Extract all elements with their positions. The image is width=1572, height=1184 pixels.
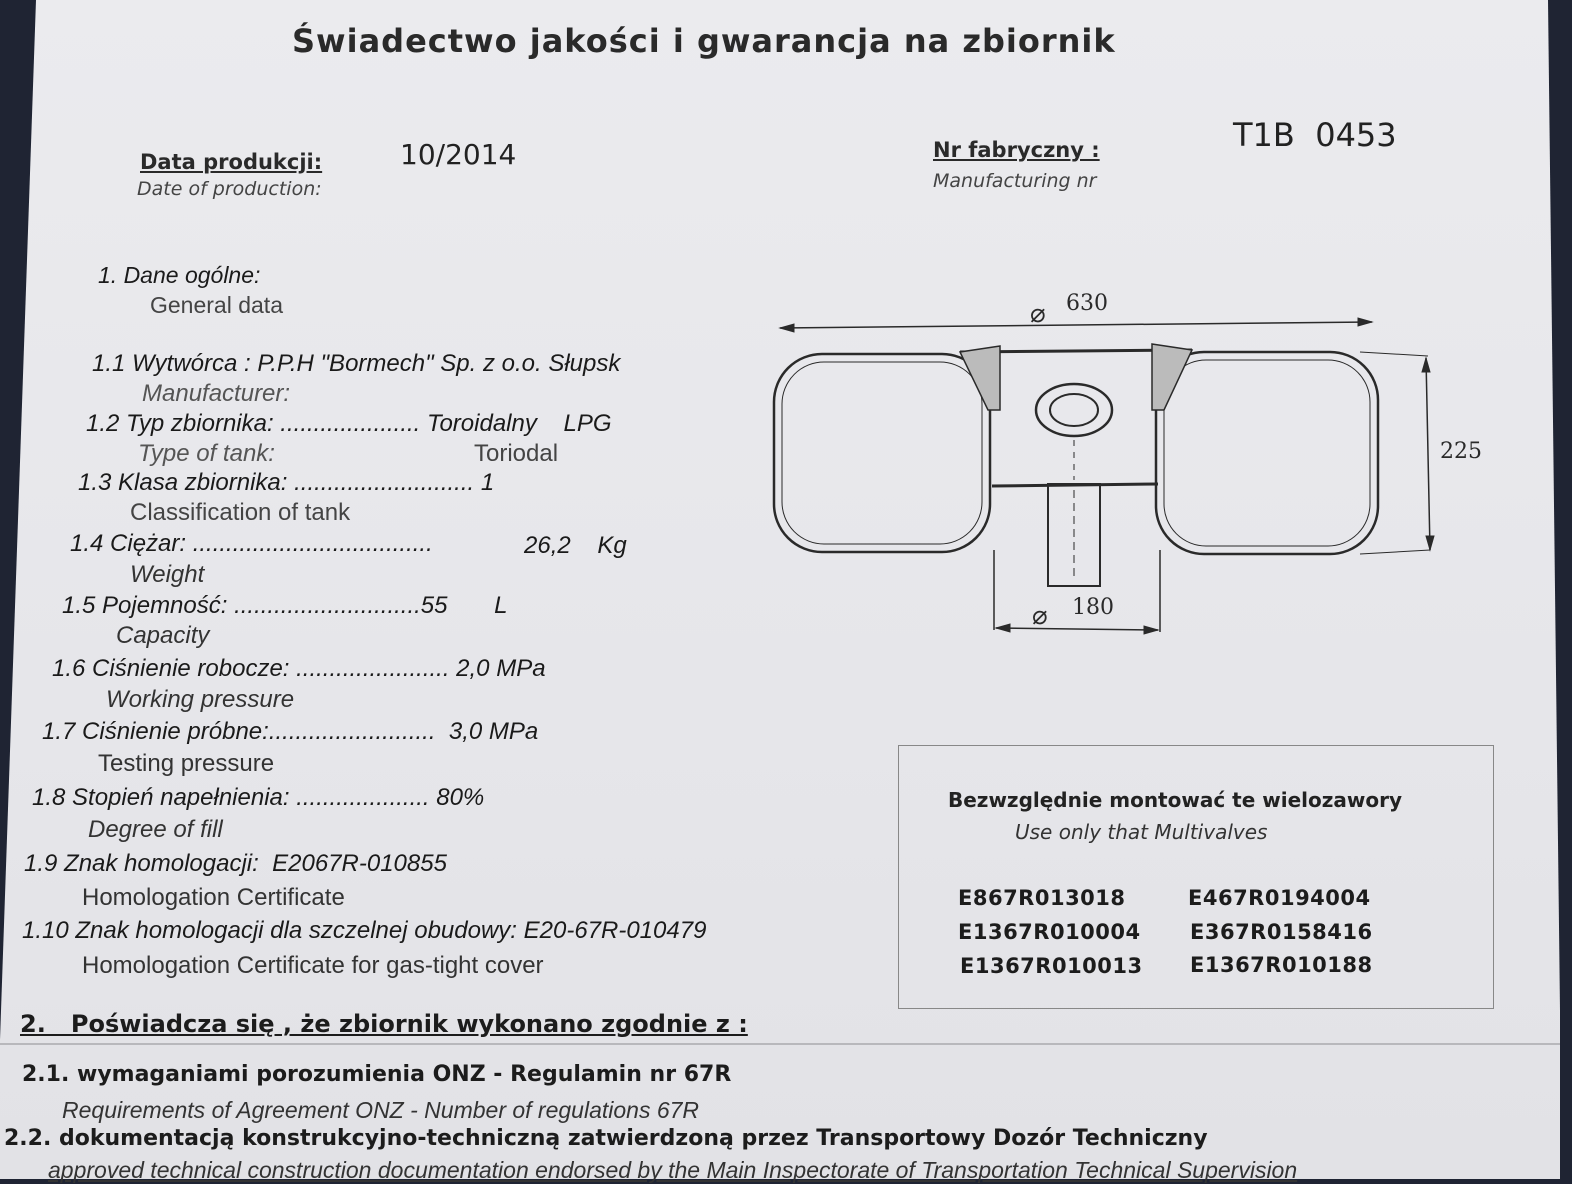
capacity-line: 1.5 Pojemność: ............................55 L [62, 592, 508, 619]
factory-number-label-en: Manufacturing nr [933, 170, 1097, 192]
document-title: Świadectwo jakości i gwarancja na zbiornik [292, 22, 1116, 60]
section-2-2-line: 2.2. dokumentacją konstrukcyjno-techniczną zatwierdzoną przez Transportowy Dozór Techniczny [4, 1126, 1208, 1151]
diameter-symbol-top: ⌀ [1030, 299, 1046, 329]
weight-line: 1.4 Ciężar: .................................... [70, 530, 433, 557]
multivalve-code: E467R0194004 [1188, 886, 1371, 910]
manufacturer-line: 1.1 Wytwórca : P.P.H "Bormech" Sp. z o.o. Słupsk [92, 350, 621, 377]
valve-inner [1050, 394, 1098, 426]
factory-number-value: T1B 0453 [1233, 116, 1397, 154]
factory-number-label: Nr fabryczny : [933, 138, 1100, 162]
multivalve-code: E867R013018 [958, 886, 1126, 910]
general-data-heading: 1. Dane ogólne: [98, 262, 261, 288]
degree-of-fill-line: 1.8 Stopień napełnienia: .................... 80% [32, 784, 485, 811]
tank-class-line: 1.3 Klasa zbiornika: ........................... 1 [78, 469, 495, 496]
multivalve-code: E1367R010188 [1190, 953, 1373, 977]
working-pressure-line: 1.6 Ciśnienie robocze: ....................... 2,0 MPa [52, 655, 546, 682]
dim-line-180 [996, 628, 1158, 630]
production-date-label: Data produkcji: [140, 150, 323, 174]
tank-class-line-en: Classification of tank [130, 499, 351, 526]
homologation-line-en: Homologation Certificate [82, 884, 345, 911]
dim-label-630: 630 [1066, 291, 1108, 316]
weight-value: 26,2 Kg [524, 532, 627, 559]
capacity-line-en: Capacity [116, 622, 210, 649]
paper-fold [0, 1043, 1560, 1045]
section-2-1-line-en: Requirements of Agreement ONZ - Number of regulations 67R [62, 1097, 700, 1123]
dim-line-630 [780, 322, 1372, 328]
general-data-heading-en: General data [150, 292, 283, 318]
dim-line-225 [1426, 358, 1430, 550]
section-2-2-line-en: approved technical construction documentation endorsed by the Main Inspectorate of Transportation Technical Supervision [48, 1157, 1298, 1183]
tank-drawing [760, 280, 1500, 650]
dim-label-225: 225 [1440, 439, 1482, 464]
weight-line-en: Weight [130, 561, 205, 588]
tank-section-left [774, 354, 990, 552]
diameter-symbol-bottom: ⌀ [1032, 601, 1048, 631]
multivalve-code: E367R0158416 [1190, 920, 1373, 944]
gastight-homologation-line-en: Homologation Certificate for gas-tight cover [82, 952, 544, 979]
production-date-label-en: Date of production: [137, 178, 322, 200]
gastight-homologation-line: 1.10 Znak homologacji dla szczelnej obudowy: E20-67R-010479 [22, 917, 707, 944]
section-2-heading: 2. Poświadcza się , że zbiornik wykonano zgodnie z : [20, 1010, 748, 1038]
dim-label-180: 180 [1072, 595, 1114, 620]
multivalve-code: E1367R010013 [960, 954, 1143, 978]
testing-pressure-line-en: Testing pressure [98, 750, 275, 777]
multivalve-title: Bezwzględnie montować te wielozawory [948, 788, 1402, 812]
tank-type-line-en: Type of tank: [138, 440, 275, 467]
multivalve-subtitle: Use only that Multivalves [1015, 820, 1268, 844]
tank-type-line: 1.2 Typ zbiornika: ..................... Toroidalny LPG [86, 410, 612, 437]
multivalve-code: E1367R010004 [958, 920, 1141, 944]
homologation-line: 1.9 Znak homologacji: E2067R-010855 [24, 850, 447, 877]
testing-pressure-line: 1.7 Ciśnienie próbne:......................... 3,0 MPa [42, 718, 539, 745]
section-2-1-line: 2.1. wymaganiami porozumienia ONZ - Regulamin nr 67R [22, 1062, 732, 1087]
tank-type-value-en: Toriodal [474, 440, 559, 467]
manufacturer-line-en: Manufacturer: [142, 380, 291, 407]
production-date-value: 10/2014 [400, 138, 517, 171]
degree-of-fill-line-en: Degree of fill [88, 816, 223, 843]
working-pressure-line-en: Working pressure [106, 686, 295, 713]
tank-section-right [1156, 352, 1378, 554]
valve-outer [1036, 384, 1112, 436]
